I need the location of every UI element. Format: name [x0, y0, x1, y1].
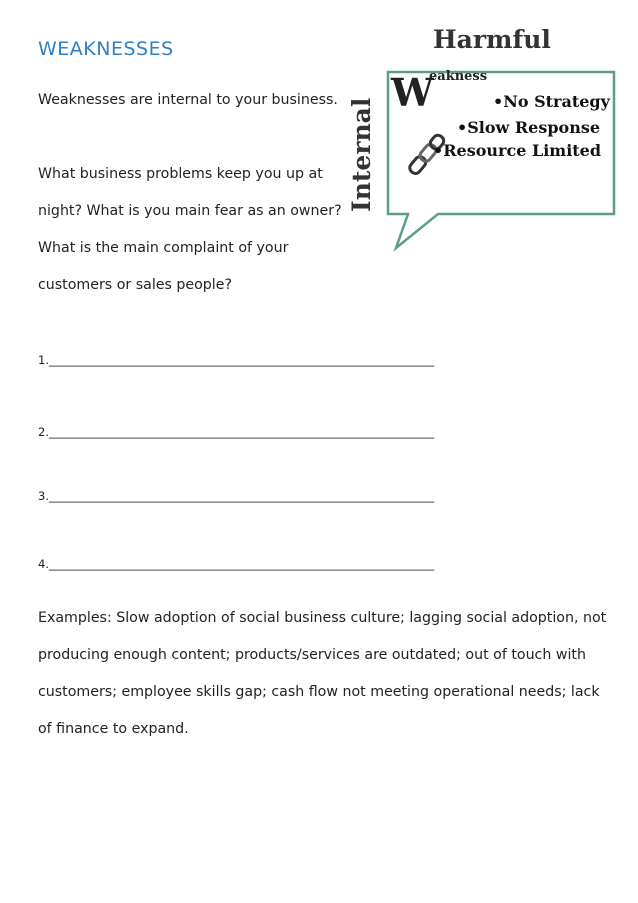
blank-line-4[interactable]: 4.___________________________________________________________________ [38, 557, 435, 571]
internal-label: Internal [347, 97, 376, 212]
page-title: WEAKNESSES [38, 38, 174, 60]
weakness-word: eakness [429, 69, 488, 84]
intro-paragraph-1: Weaknesses are internal to your business. [38, 92, 338, 108]
bullet-slow-response: •Slow Response [457, 118, 601, 137]
bullet-no-strategy: •No Strategy [493, 92, 610, 111]
blank-line-1[interactable]: 1.___________________________________________________________________ [38, 353, 435, 367]
examples-paragraph: Examples: Slow adoption of social business culture; lagging social adoption, not producing enough content; products/services are outdated; out of touch with customers; employee skills gap; cash flow not meeting operational needs; lack of finance to expand. [38, 610, 607, 737]
weakness-graphic [338, 22, 628, 262]
harmful-label: Harmful [433, 25, 551, 54]
blank-line-3[interactable]: 3.___________________________________________________________________ [38, 489, 435, 503]
bullet-resource-limited: •Resource Limited [433, 141, 602, 160]
intro-paragraph-2: What business problems keep you up at night? What is you main fear as an owner? What is the main complaint of your customers or sales people? [38, 166, 342, 293]
weakness-big-letter: W [391, 70, 434, 115]
blank-line-2[interactable]: 2.___________________________________________________________________ [38, 425, 435, 439]
